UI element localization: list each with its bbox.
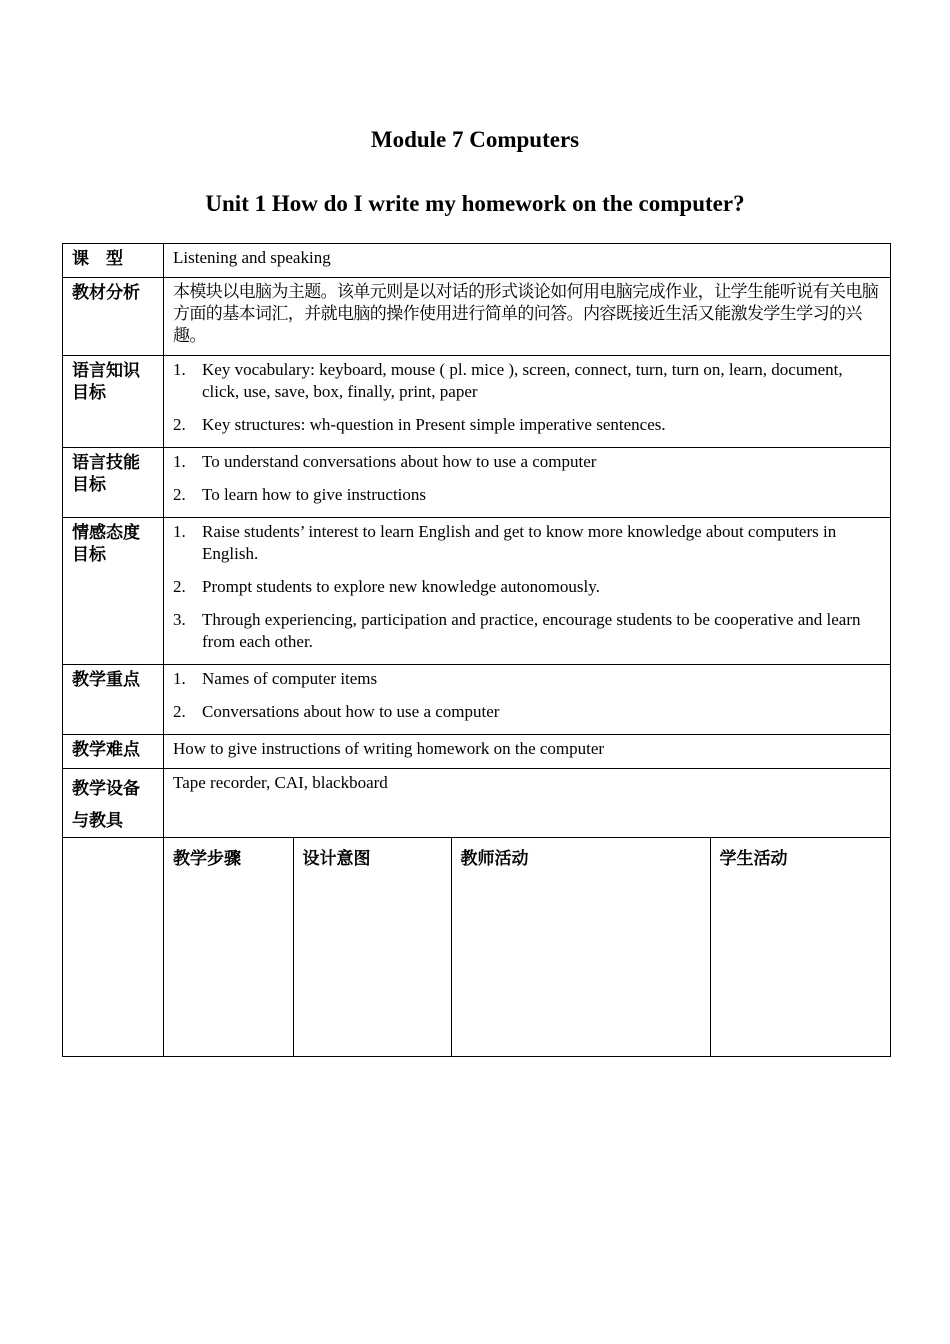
list-item: 2. Key structures: wh-question in Present simple imperative sentences.: [173, 415, 666, 434]
label-material-analysis: 教材分析: [63, 278, 164, 356]
header-teaching-steps: 教学步骤: [173, 849, 241, 869]
value-emotion-goals: [164, 518, 891, 665]
value-material-analysis: 本模块以电脑为主题。该单元则是以对话的形式谈论如何用电脑完成作业，让学生能听说有关电脑方面的基本词汇，并就电脑的操作使用进行简单的问答。内容既接近生活又能激发学生学习的兴趣。: [164, 278, 891, 356]
row-key-points: [63, 665, 891, 735]
value-lesson-type: Listening and speaking: [164, 244, 891, 278]
row-material-analysis: [63, 278, 891, 356]
value-equipment: Tape recorder, CAI, blackboard: [164, 769, 891, 838]
value-skill-goals: [164, 448, 891, 518]
row-skill-goals: [63, 448, 891, 518]
header-design-intent: 设计意图: [293, 838, 451, 1056]
value-difficulty: How to give instructions of writing homework on the computer: [164, 735, 891, 769]
list-item: 3. Through experiencing, participation and practice, encourage students to be cooperative and learn from each other.: [173, 610, 861, 651]
value-key-points: [164, 665, 891, 735]
row-difficulty: [63, 735, 891, 769]
value-knowledge-goals: [164, 356, 891, 448]
list-item: 1. Names of computer items: [173, 669, 378, 688]
label-knowledge-goals: 语言知识 目标: [63, 356, 164, 448]
header-teacher-activity: 教师活动: [451, 838, 710, 1056]
label-key-points: 教学重点: [63, 665, 164, 735]
header-student-activity: 学生活动: [710, 838, 890, 1056]
list-item: 1. Raise students’ interest to learn English and get to know more knowledge about computers in English.: [173, 522, 837, 563]
label-skill-goals: 语言技能 目标: [63, 448, 164, 518]
row-knowledge-goals: [63, 356, 891, 448]
list-item: 2. To learn how to give instructions: [173, 485, 427, 504]
row-equipment: [63, 769, 891, 838]
list-item: 2. Conversations about how to use a computer: [173, 702, 500, 721]
row-lesson-type: [63, 244, 891, 278]
steps-cell: [164, 838, 891, 1057]
module-title: Module 7 Computers: [370, 127, 580, 152]
lesson-plan-table: [62, 243, 891, 1057]
list-item: 1. Key vocabulary: keyboard, mouse ( pl. mice ), screen, connect, turn, turn on, learn, document, click, use, save, box, finally, print, paper: [173, 360, 843, 401]
steps-table: [164, 838, 890, 1056]
row-steps: [63, 838, 891, 1057]
label-equipment: 教学设备 与教具: [63, 769, 164, 838]
label-lesson-type: 课 型: [63, 244, 164, 278]
unit-title: Unit 1 How do I write my homework on the computer?: [205, 191, 745, 216]
steps-blank-cell: [63, 838, 164, 1057]
list-item: 1. To understand conversations about how to use a computer: [173, 452, 597, 471]
label-difficulty: 教学难点: [63, 735, 164, 769]
label-emotion-goals: 情感态度 目标: [63, 518, 164, 665]
list-item: 2. Prompt students to explore new knowledge autonomously.: [173, 577, 600, 596]
row-emotion-goals: [63, 518, 891, 665]
